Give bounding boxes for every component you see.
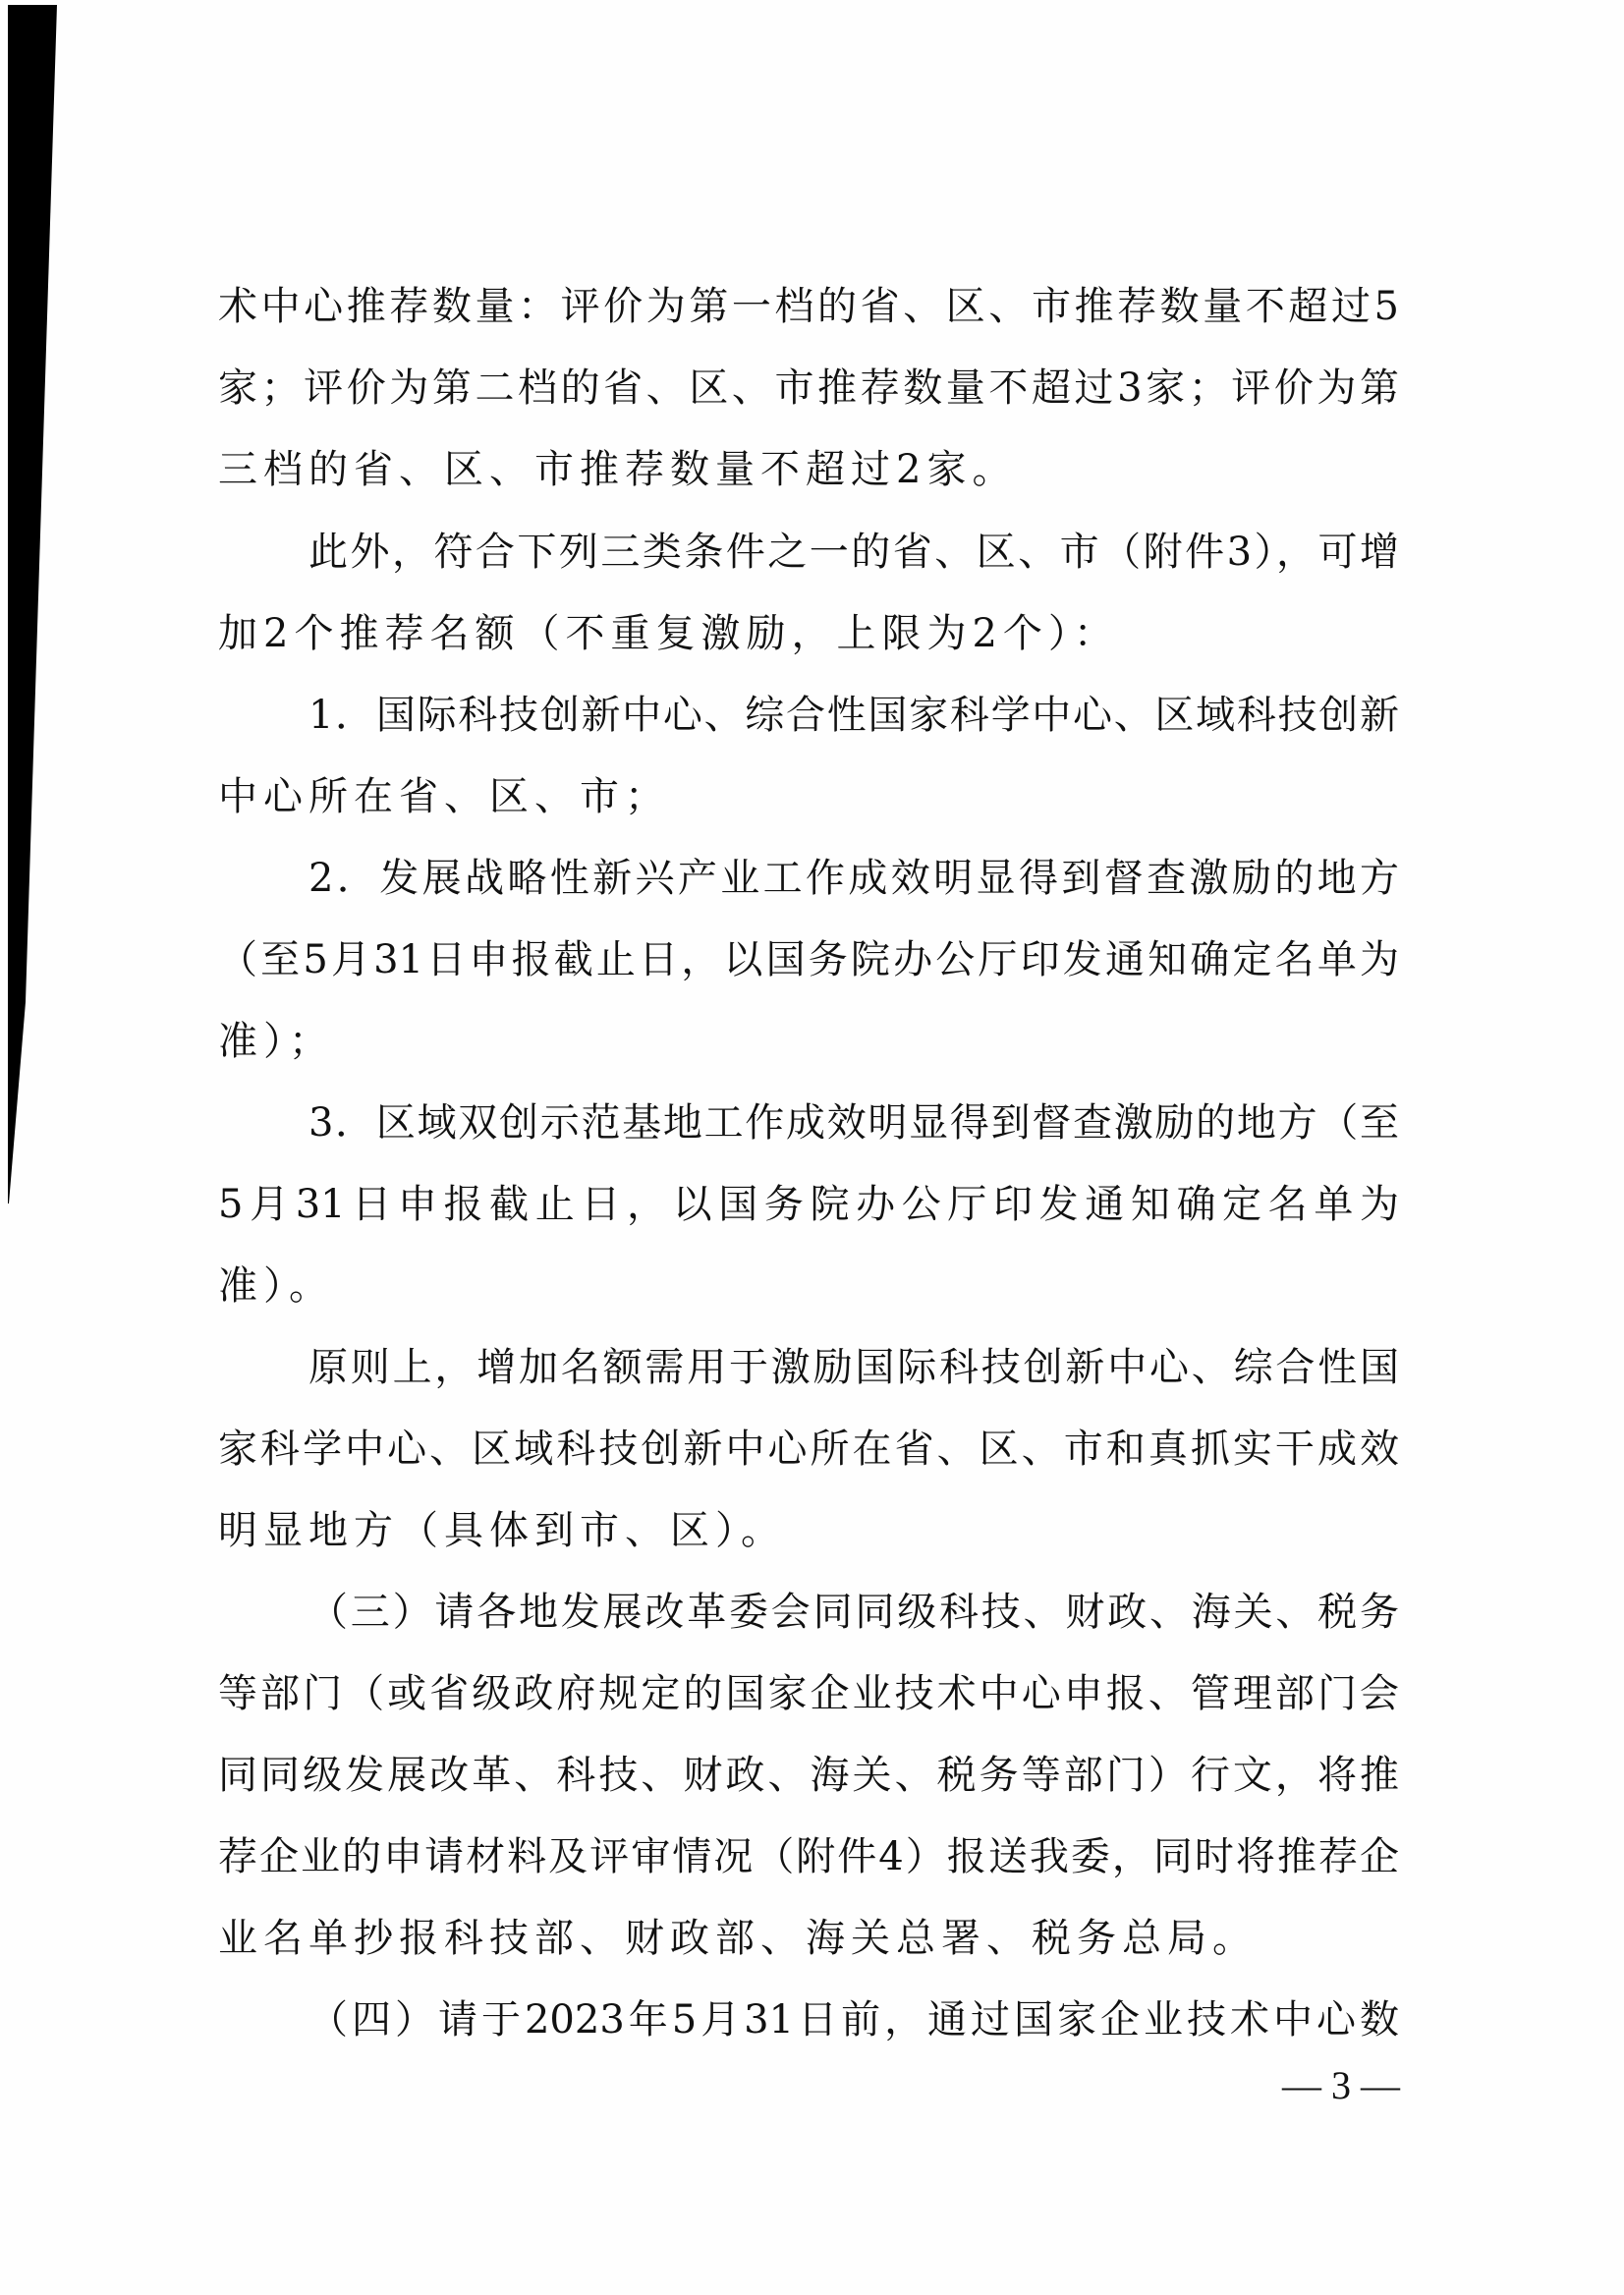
text-line: 同同级发展改革、科技、财政、海关、税务等部门）行文，将推 <box>218 1753 1399 1798</box>
page-number: — 3 — <box>1282 2063 1400 2107</box>
text-line: 准）。 <box>218 1263 334 1309</box>
text-line: 等部门（或省级政府规定的国家企业技术中心申报、管理部门会 <box>218 1671 1399 1716</box>
text-line: 加2个推荐名额（不重复激励，上限为2个）： <box>218 611 1119 656</box>
text-line: 1．国际科技创新中心、综合性国家科学中心、区域科技创新 <box>308 693 1399 738</box>
text-line: （四）请于2023年5月31日前，通过国家企业技术中心数 <box>308 1997 1399 2043</box>
text-line: 5月31日申报截止日，以国务院办公厅印发通知确定名单为 <box>218 1182 1399 1227</box>
text-line: 家；评价为第二档的省、区、市推荐数量不超过3家；评价为第 <box>218 365 1399 411</box>
text-line: 荐企业的申请材料及评审情况（附件4）报送我委，同时将推荐企 <box>218 1834 1399 1879</box>
text-line: 明显地方（具体到市、区）。 <box>218 1508 786 1553</box>
text-line: 此外，符合下列三类条件之一的省、区、市（附件3），可增 <box>308 530 1399 575</box>
text-line: 三档的省、区、市推荐数量不超过2家。 <box>218 447 1018 492</box>
text-line: 术中心推荐数量：评价为第一档的省、区、市推荐数量不超过5 <box>218 284 1399 329</box>
text-line: 3．区域双创示范基地工作成效明显得到督查激励的地方（至 <box>308 1100 1399 1146</box>
text-line: （三）请各地发展改革委会同同级科技、财政、海关、税务 <box>308 1590 1399 1635</box>
text-line: 家科学中心、区域科技创新中心所在省、区、市和真抓实干成效 <box>218 1427 1399 1472</box>
text-line: （至5月31日申报截止日，以国务院办公厅印发通知确定名单为 <box>218 937 1399 982</box>
text-line: 业名单抄报科技部、财政部、海关总署、税务总局。 <box>218 1916 1258 1961</box>
text-line: 中心所在省、区、市； <box>218 774 670 819</box>
text-line: 原则上，增加名额需用于激励国际科技创新中心、综合性国 <box>308 1345 1399 1390</box>
text-line: 2．发展战略性新兴产业工作成效明显得到督查激励的地方 <box>308 856 1399 901</box>
text-line: 准）； <box>218 1019 334 1064</box>
